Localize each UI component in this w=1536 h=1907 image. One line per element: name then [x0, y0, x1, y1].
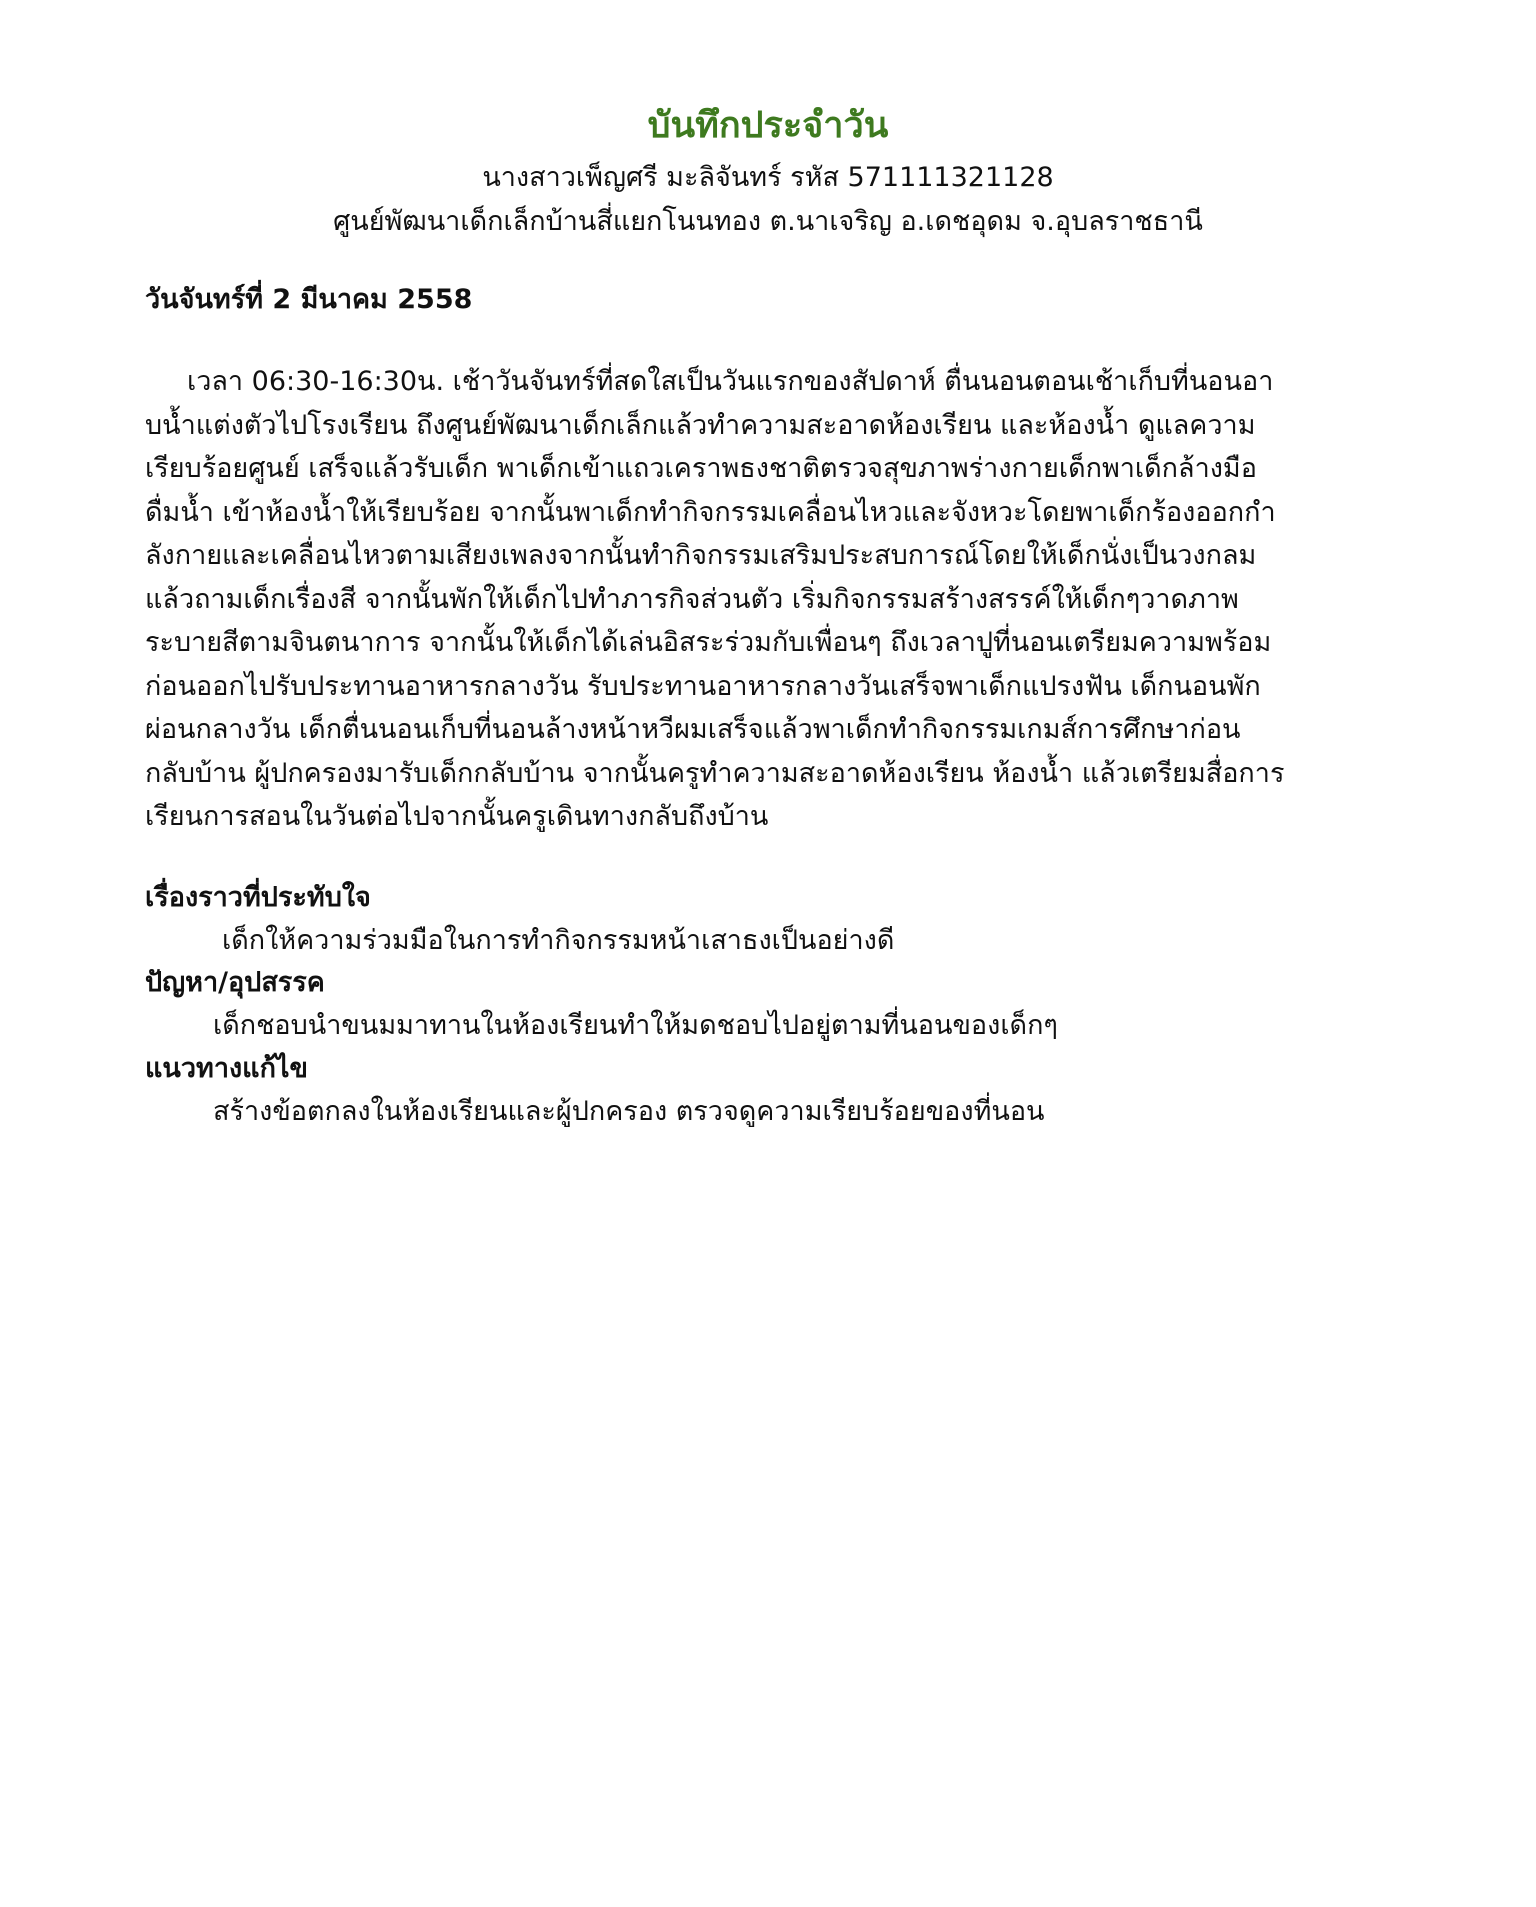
place-line: ศูนย์พัฒนาเด็กเล็กบ้านสี่แยกโนนทอง ต.นาเจริญ อ.เดชอุดม จ.อุบลราชธานี	[333, 206, 1203, 237]
problem-heading: ปัญหา/อุปสรรค	[145, 967, 325, 998]
problem-text: เด็กชอบนำขนมมาทานในห้องเรียนทำให้มดชอบไปอยู่ตามที่นอนของเด็กๆ	[213, 1010, 1058, 1041]
body-line: เรียบร้อยศูนย์ เสร็จแล้วรับเด็ก พาเด็กเข้าแถวเคราพธงชาติตรวจสุขภาพร่างกายเด็กพาเด็กล้างมือ	[145, 453, 1257, 484]
body-line: ก่อนออกไปรับประทานอาหารกลางวัน รับประทานอาหารกลางวันเสร็จพาเด็กแปรงฟัน เด็กนอนพัก	[145, 670, 1261, 702]
impression-heading: เรื่องราวที่ประทับใจ	[145, 882, 371, 913]
body-line: แล้วถามเด็กเรื่องสี จากนั้นพักให้เด็กไปทำภารกิจส่วนตัว เริ่มกิจกรรมสร้างสรรค์ให้เด็กๆวาดภาพ	[145, 583, 1239, 615]
body-line: เรียนการสอนในวันต่อไปจากนั้นครูเดินทางกลับถึงบ้าน	[145, 801, 769, 832]
body-line: กลับบ้าน ผู้ปกครองมารับเด็กกลับบ้าน จากนั้นครูทำความสะอาดห้องเรียน ห้องน้ำ แล้วเตรียมสื่อการ	[145, 757, 1285, 789]
solution-text: สร้างข้อตกลงในห้องเรียนและผู้ปกครอง ตรวจดูความเรียบร้อยของที่นอน	[213, 1096, 1045, 1127]
diary-body	[145, 360, 1405, 839]
document-title: บันทึกประจำวัน	[647, 105, 889, 146]
body-line: ผ่อนกลางวัน เด็กตื่นนอนเก็บที่นอนล้างหน้าหวีผมเสร็จแล้วพาเด็กทำกิจกรรมเกมส์การศึกษาก่อน	[145, 714, 1241, 745]
entry-date: วันจันทร์ที่ 2 มีนาคม 2558	[145, 284, 473, 315]
body-line: เวลา 06:30-16:30น. เช้าวันจันทร์ที่สดใสเป็นวันแรกของสัปดาห์ ตื่นนอนตอนเช้าเก็บที่นอนอา	[187, 366, 1274, 397]
body-line: บน้ำแต่งตัวไปโรงเรียน ถึงศูนย์พัฒนาเด็กเล็กแล้วทำความสะอาดห้องเรียน และห้องน้ำ ดูแลความ	[145, 409, 1256, 441]
solution-heading: แนวทางแก้ไข	[145, 1053, 308, 1084]
author-line: นางสาวเพ็ญศรี มะลิจันทร์ รหัส 571111321128	[482, 162, 1054, 193]
body-line: ลังกายและเคลื่อนไหวตามเสียงเพลงจากนั้นทำกิจกรรมเสริมประสบการณ์โดยให้เด็กนั่งเป็นวงกลม	[145, 540, 1257, 571]
body-line: ระบายสีตามจินตนาการ จากนั้นให้เด็กได้เล่นอิสระร่วมกับเพื่อนๆ ถึงเวลาปูที่นอนเตรียมความพร้อม	[145, 627, 1272, 658]
impression-text: เด็กให้ความร่วมมือในการทำกิจกรรมหน้าเสาธงเป็นอย่างดี	[222, 925, 895, 956]
body-line: ดื่มน้ำ เข้าห้องน้ำให้เรียบร้อย จากนั้นพาเด็กทำกิจกรรมเคลื่อนไหวและจังหวะโดยพาเด็กร้องออกกำ	[145, 496, 1276, 528]
